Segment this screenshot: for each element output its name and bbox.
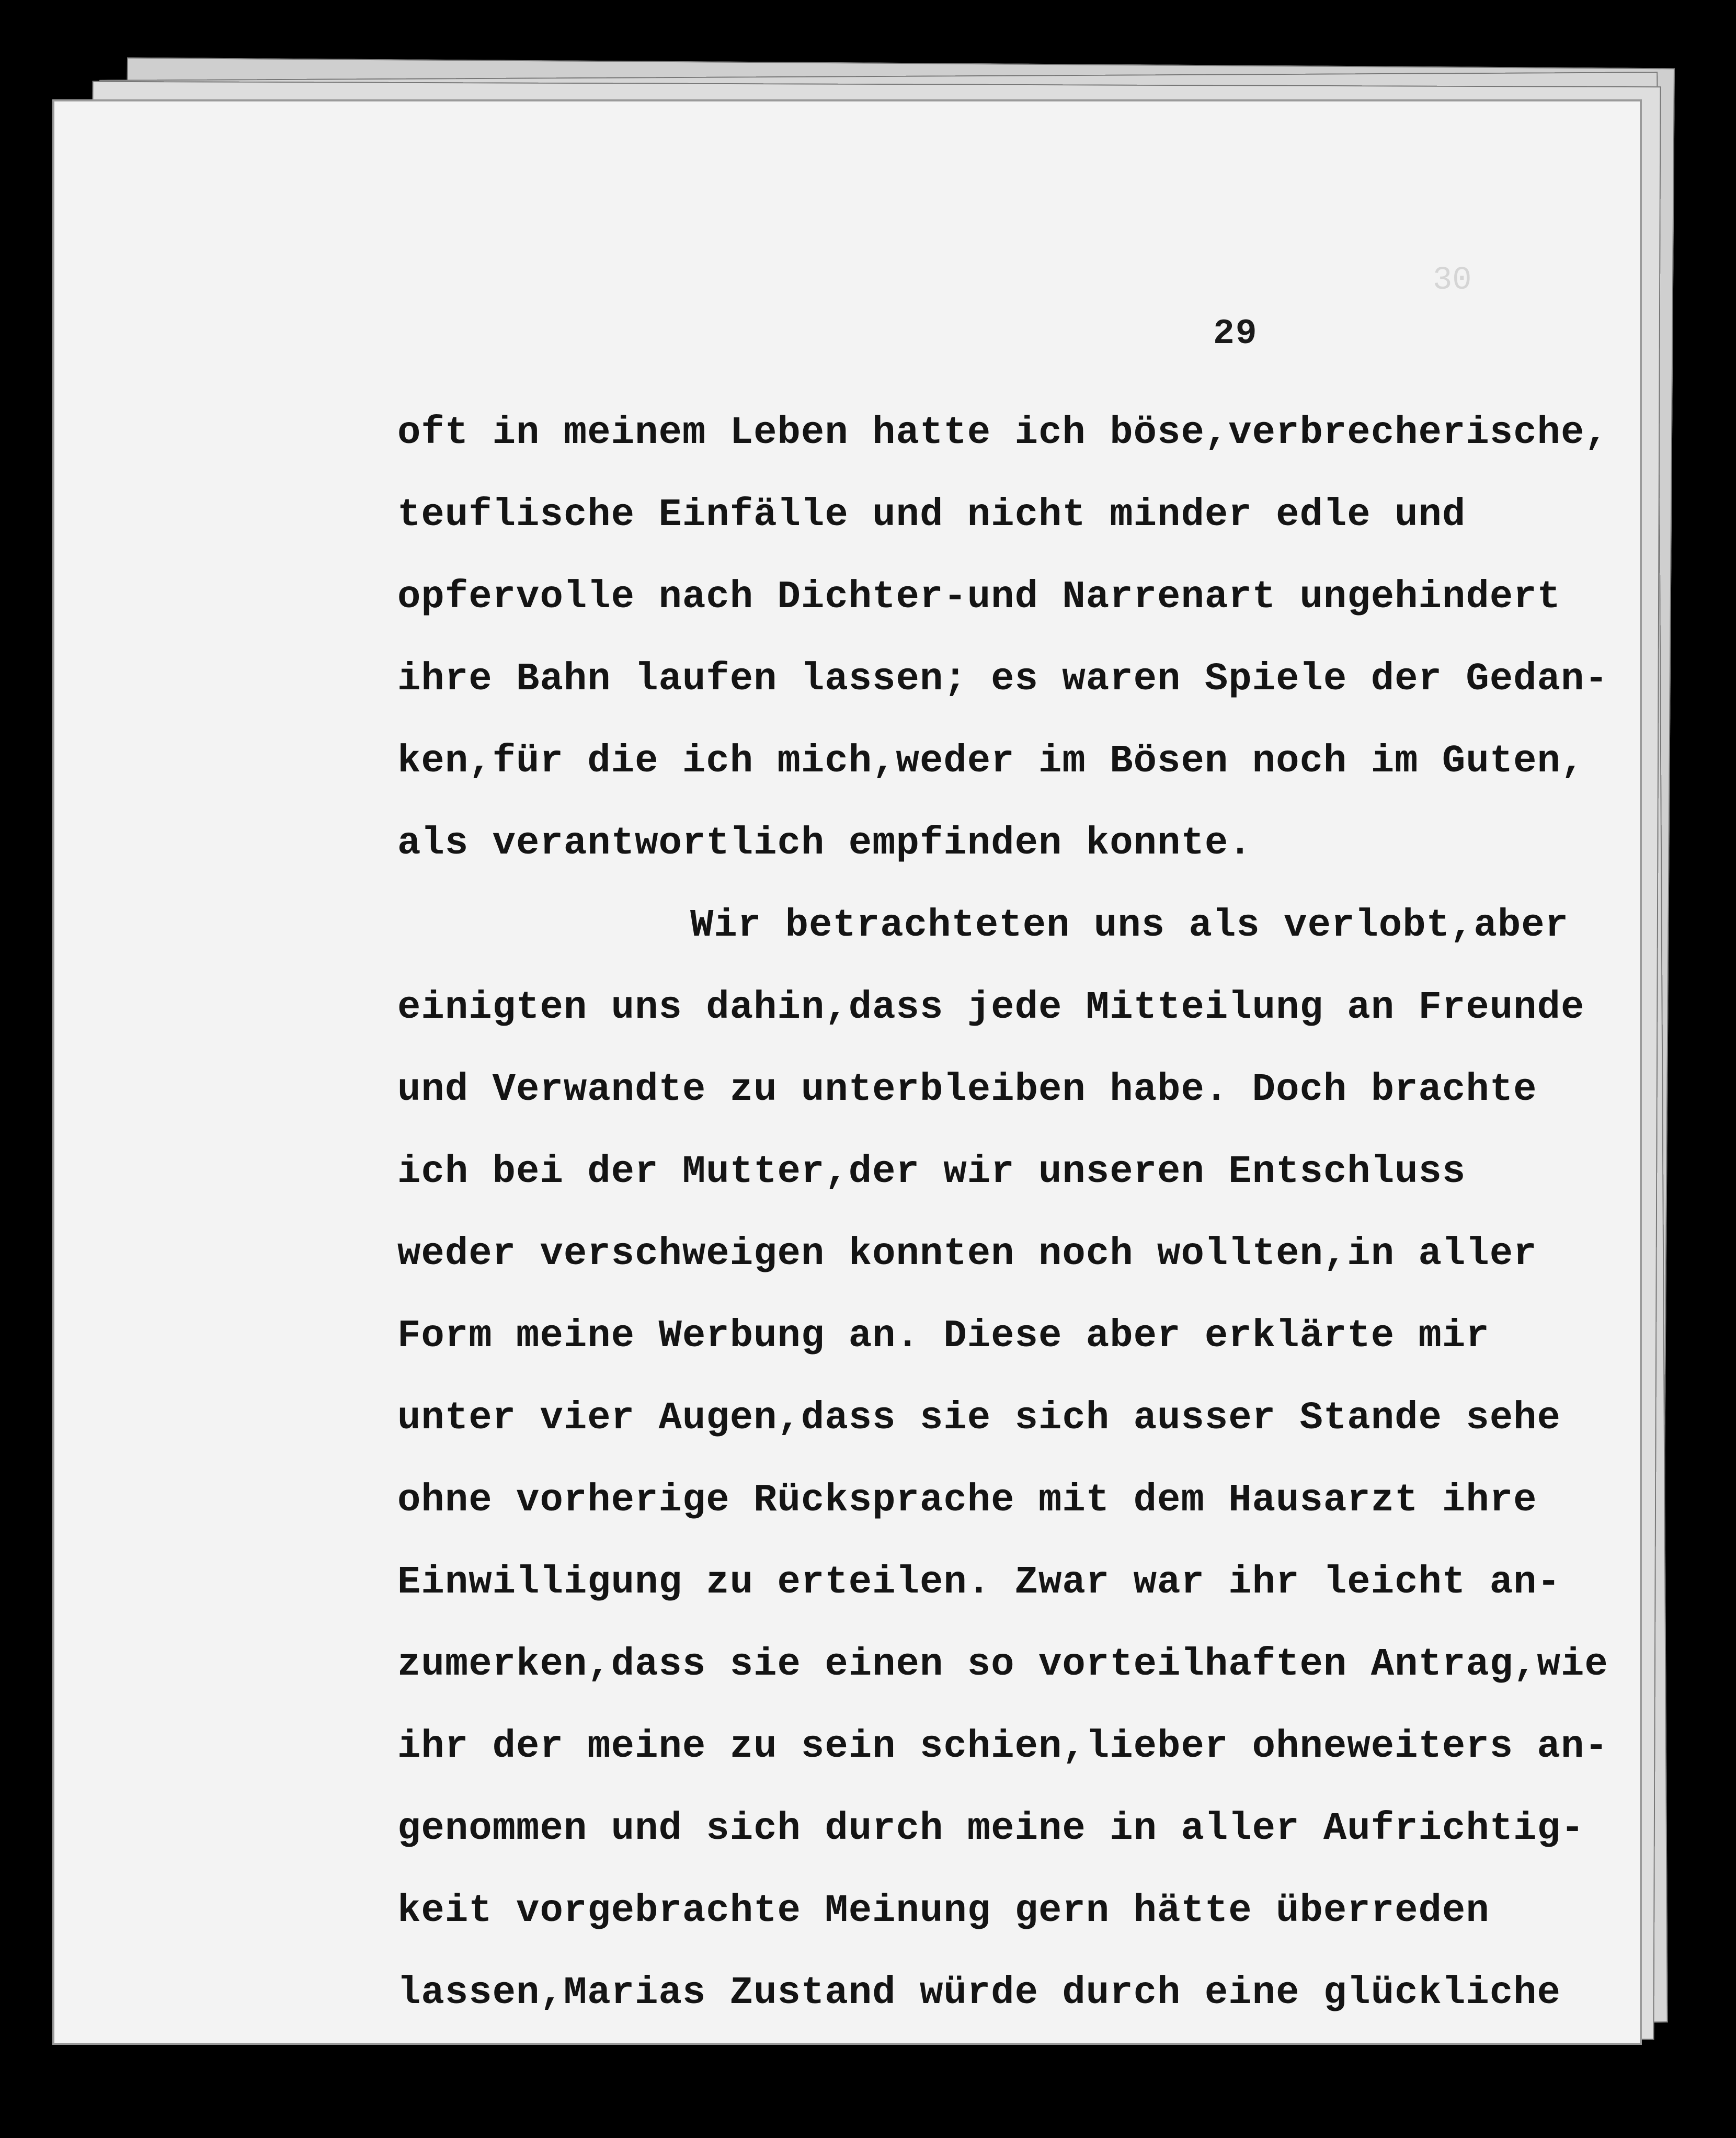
typewritten-text [397, 392, 1684, 2034]
text-line: Form meine Werbung an. Diese aber erklärte mir [397, 1314, 1490, 1358]
text-line: genommen und sich durch meine in aller Aufrichtig- [397, 1807, 1585, 1851]
text-line: ich bei der Mutter,der wir unseren Entschluss [397, 1150, 1466, 1194]
text-line: Einwilligung zu erteilen. Zwar war ihr leicht an- [397, 1561, 1561, 1605]
text-line: teuflische Einfälle und nicht minder edle und [397, 493, 1466, 537]
text-line: opfervolle nach Dichter-und Narrenart ungehindert [397, 575, 1561, 619]
text-line: lassen,Marias Zustand würde durch eine glückliche [397, 1971, 1561, 2015]
text-line: zumerken,dass sie einen so vorteilhaften Antrag,wie [397, 1643, 1608, 1687]
document-page [52, 99, 1642, 2045]
text-line: keit vorgebrachte Meinung gern hätte überreden [397, 1889, 1490, 1933]
text-line: oft in meinem Leben hatte ich böse,verbrecherische, [397, 411, 1608, 455]
text-line: ihre Bahn laufen lassen; es waren Spiele der Gedan- [397, 657, 1608, 701]
text-line: und Verwandte zu unterbleiben habe. Doch brachte [397, 1068, 1537, 1112]
text-line: als verantwortlich empfinden konnte. [397, 822, 1252, 866]
page-number: 29 [1213, 314, 1258, 354]
text-line: ihr der meine zu sein schien,lieber ohneweiters an- [397, 1725, 1608, 1769]
text-line: unter vier Augen,dass sie sich ausser Stande sehe [397, 1396, 1561, 1440]
text-line: ken,für die ich mich,weder im Bösen noch im Guten, [397, 740, 1585, 783]
bleed-through-page-number: 30 [1433, 261, 1472, 299]
text-line: Wir betrachteten uns als verlobt,aber [690, 904, 1569, 948]
text-line: einigten uns dahin,dass jede Mitteilung an Freunde [397, 986, 1585, 1030]
text-line: weder verschweigen konnten noch wollten,in aller [397, 1232, 1537, 1276]
text-line: ohne vorherige Rücksprache mit dem Hausarzt ihre [397, 1479, 1537, 1522]
